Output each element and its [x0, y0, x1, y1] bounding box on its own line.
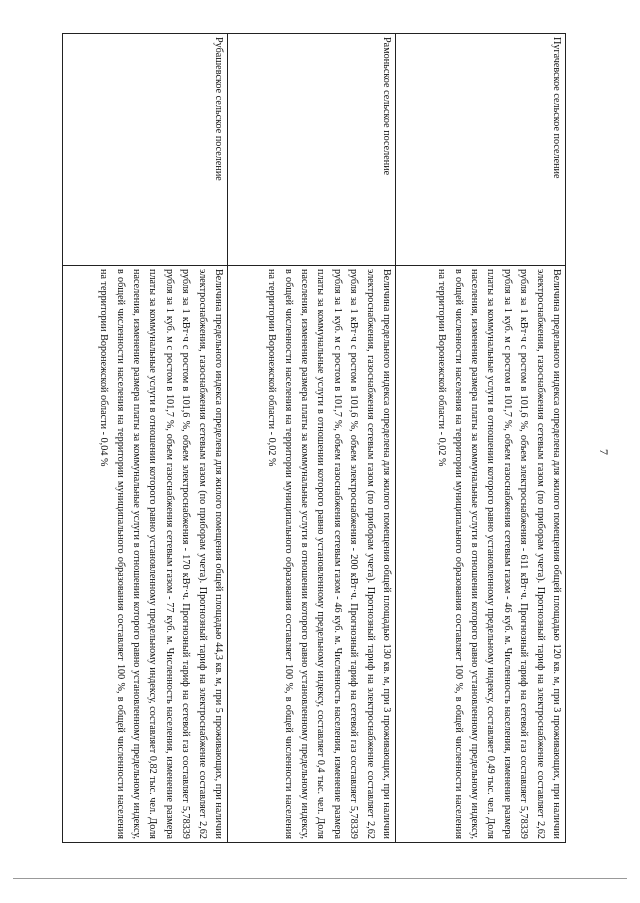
index-table [62, 33, 566, 843]
index-description: Величина предельного индекса определена для жилого помещения общей площадью 120 кв. м, при 3 проживающих, при наличии электроснабжения, газоснабжения сетевым газом (по приборам учета). Прогнозный тариф на электроснабжение составляет 2,62 рубля за 1 кВт·ч с ростом в 101,6 %, объем электроснабжения - 611 кВт·ч. Прогнозный тариф на сетевой газ составляет 5,78339 рубля за 1 куб. м с ростом в 101,7 %, объем газоснабжения сетевым газом - 46 куб. м. Численность населения, изменение размера платы за коммунальные услуги в отношении которого равно установленному предельному индексу, составляет 0,49 тыс. чел. Доля населения, изменение размера платы за коммунальные услуги в отношении которого равно установленному предельному индексу, в общей численности населения на территории муниципального образования составляет 100 %, в общей численности населения на территории Воронежской области - 0,02 % [396, 266, 566, 843]
table-row [63, 34, 228, 843]
settlement-name: Пугачевское сельское поселение [396, 34, 566, 266]
page-number: 7 [597, 449, 611, 455]
table-row [228, 34, 396, 843]
index-description: Величина предельного индекса определена для жилого помещения общей площадью 44,3 кв. м, при 5 проживающих, при наличии электроснабжения, газоснабжения сетевым газом (по приборам учета). Прогнозный тариф на электроснабжение составляет 2,62 рубля за 1 кВт·ч с ростом в 101,6 %, объем электроснабжения - 170 кВт·ч. Прогнозный тариф на сетевой газ составляет 5,78339 рубля за 1 куб. м с ростом в 101,7 %, объем газоснабжения сетевым газом - 77 куб. м. Численность населения, изменение размера платы за коммунальные услуги в отношении которого равно установленному предельному индексу, составляет 0,82 тыс. чел. Доля населения, изменение размера платы за коммунальные услуги в отношении которого равно установленному предельному индексу, в общей численности населения на территории муниципального образования составляет 100 %, в общей численности населения на территории Воронежской области - 0,04 % [63, 266, 228, 843]
rotated-table-wrapper [63, 33, 566, 843]
settlement-name: Рамоньское сельское поселение [228, 34, 396, 266]
table-row [396, 34, 566, 843]
index-description: Величина предельного индекса определена для жилого помещения общей площадью 130 кв. м, при 3 проживающих, при наличии электроснабжения, газоснабжения сетевым газом (по приборам учета). Прогнозный тариф на электроснабжение составляет 2,62 рубля за 1 кВт·ч с ростом в 101,6 %, объем электроснабжения - 200 кВт·ч. Прогнозный тариф на сетевой газ составляет 5,78339 рубля за 1 куб. м с ростом в 101,7 %, объем газоснабжения сетевым газом - 46 куб. м. Численность населения, изменение размера платы за коммунальные услуги в отношении которого равно установленному предельному индексу, составляет 0,4 тыс. чел. Доля населения, изменение размера платы за коммунальные услуги в отношении которого равно установленному предельному индексу, в общей численности населения на территории муниципального образования составляет 100 %, в общей численности населения на территории Воронежской области - 0,02 % [228, 266, 396, 843]
settlement-name: Рубашевское сельское поселение [63, 34, 228, 266]
rotated-page-content [63, 33, 566, 843]
scan-edge-line [13, 878, 627, 879]
